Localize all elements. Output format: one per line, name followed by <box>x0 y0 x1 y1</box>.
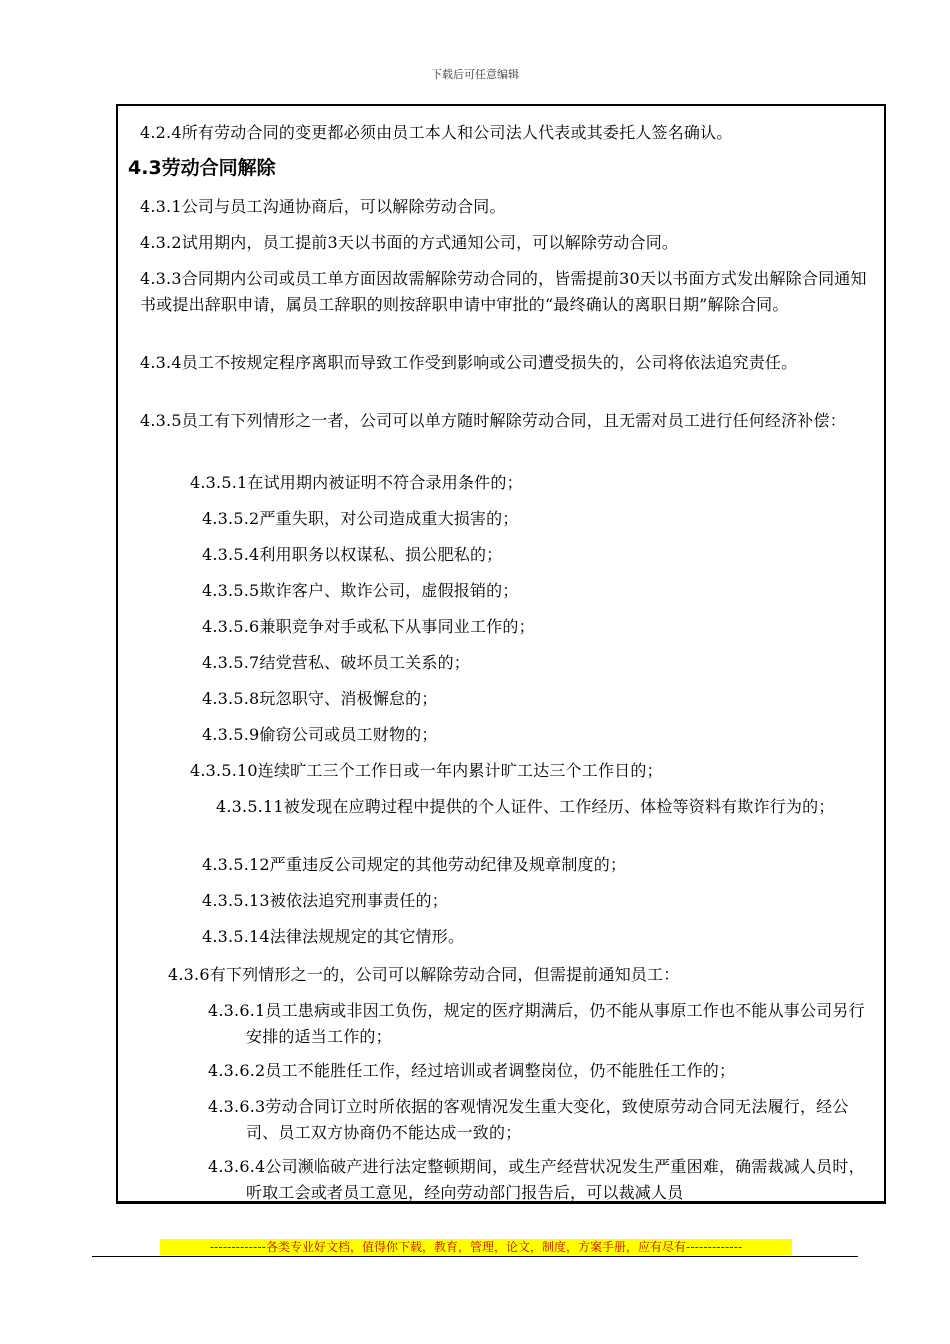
paragraph-4-3-3: 4.3.3合同期内公司或员工单方面因故需解除劳动合同的，皆需提前30天以书面方式发出解除合同通知书或提出辞职申请，属员工辞职的则按辞职申请中审批的“最终确认的离职日期”解除合同。 <box>140 269 867 314</box>
document-content-box <box>116 104 886 1204</box>
list-item-4-3-5-12: 4.3.5.12严重违反公司规定的其他劳动纪律及规章制度的； <box>202 855 627 874</box>
paragraph-4-2-4: 4.2.4所有劳动合同的变更都必须由员工本人和公司法人代表或其委托人签名确认。 <box>140 123 733 142</box>
list-item-4-3-5-1: 4.3.5.1在试用期内被证明不符合录用条件的； <box>190 473 523 492</box>
section-heading-4-3: 4.3劳动合同解除 <box>128 157 276 179</box>
list-item-4-3-6-3: 4.3.6.3劳动合同订立时所依据的客观情况发生重大变化，致使原劳动合同无法履行，经公司、员工双方协商仍不能达成一致的； <box>208 1097 849 1142</box>
list-item-4-3-5-4: 4.3.5.4利用职务以权谋私、损公肥私的； <box>202 545 503 564</box>
list-item-4-3-5-11: 4.3.5.11被发现在应聘过程中提供的个人证件、工作经历、体检等资料有欺诈行为的； <box>216 797 835 816</box>
paragraph-4-3-2: 4.3.2试用期内，员工提前3天以书面的方式通知公司，可以解除劳动合同。 <box>140 233 679 252</box>
paragraph-4-3-1: 4.3.1公司与员工沟通协商后，可以解除劳动合同。 <box>140 197 506 216</box>
list-item-4-3-5-5: 4.3.5.5欺诈客户、欺诈公司，虚假报销的； <box>202 581 519 600</box>
list-item-4-3-5-9: 4.3.5.9偷窃公司或员工财物的； <box>202 725 438 744</box>
list-item-4-3-5-10: 4.3.5.10连续旷工三个工作日或一年内累计旷工达三个工作日的； <box>190 761 663 780</box>
paragraph-4-3-5: 4.3.5员工有下列情形之一者，公司可以单方随时解除劳动合同，且无需对员工进行任何经济补偿： <box>140 411 846 430</box>
list-item-4-3-5-6: 4.3.5.6兼职竞争对手或私下从事同业工作的； <box>202 617 535 636</box>
list-item-4-3-5-14: 4.3.5.14法律法规规定的其它情形。 <box>202 927 465 946</box>
footer-divider <box>92 1256 858 1257</box>
page-header: 下载后可任意编辑 <box>431 68 519 81</box>
list-item-4-3-6-4: 4.3.6.4公司濒临破产进行法定整顿期间，或生产经营状况发生严重困难，确需裁减人员时，听取工会或者员工意见，经向劳动部门报告后，可以裁减人员 <box>208 1157 865 1202</box>
list-item-4-3-5-13: 4.3.5.13被依法追究刑事责任的； <box>202 891 448 910</box>
list-item-4-3-5-7: 4.3.5.7结党营私、破坏员工关系的； <box>202 653 470 672</box>
list-item-4-3-5-8: 4.3.5.8玩忽职守、消极懈怠的； <box>202 689 438 708</box>
list-item-4-3-6-2: 4.3.6.2员工不能胜任工作，经过培训或者调整岗位，仍不能胜任工作的； <box>208 1061 736 1080</box>
list-item-4-3-6-1: 4.3.6.1员工患病或非因工负伤，规定的医疗期满后，仍不能从事原工作也不能从事公司另行安排的适当工作的； <box>208 1001 865 1046</box>
footer-banner: -------------各类专业好文档，值得你下载，教育，管理，论文，制度，方案手册，应有尽有------------- <box>160 1239 792 1255</box>
list-item-4-3-5-2: 4.3.5.2严重失职，对公司造成重大损害的； <box>202 509 519 528</box>
paragraph-4-3-4: 4.3.4员工不按规定程序离职而导致工作受到影响或公司遭受损失的，公司将依法追究责任。 <box>140 353 798 372</box>
paragraph-4-3-6: 4.3.6有下列情形之一的，公司可以解除劳动合同，但需提前通知员工： <box>168 965 680 984</box>
